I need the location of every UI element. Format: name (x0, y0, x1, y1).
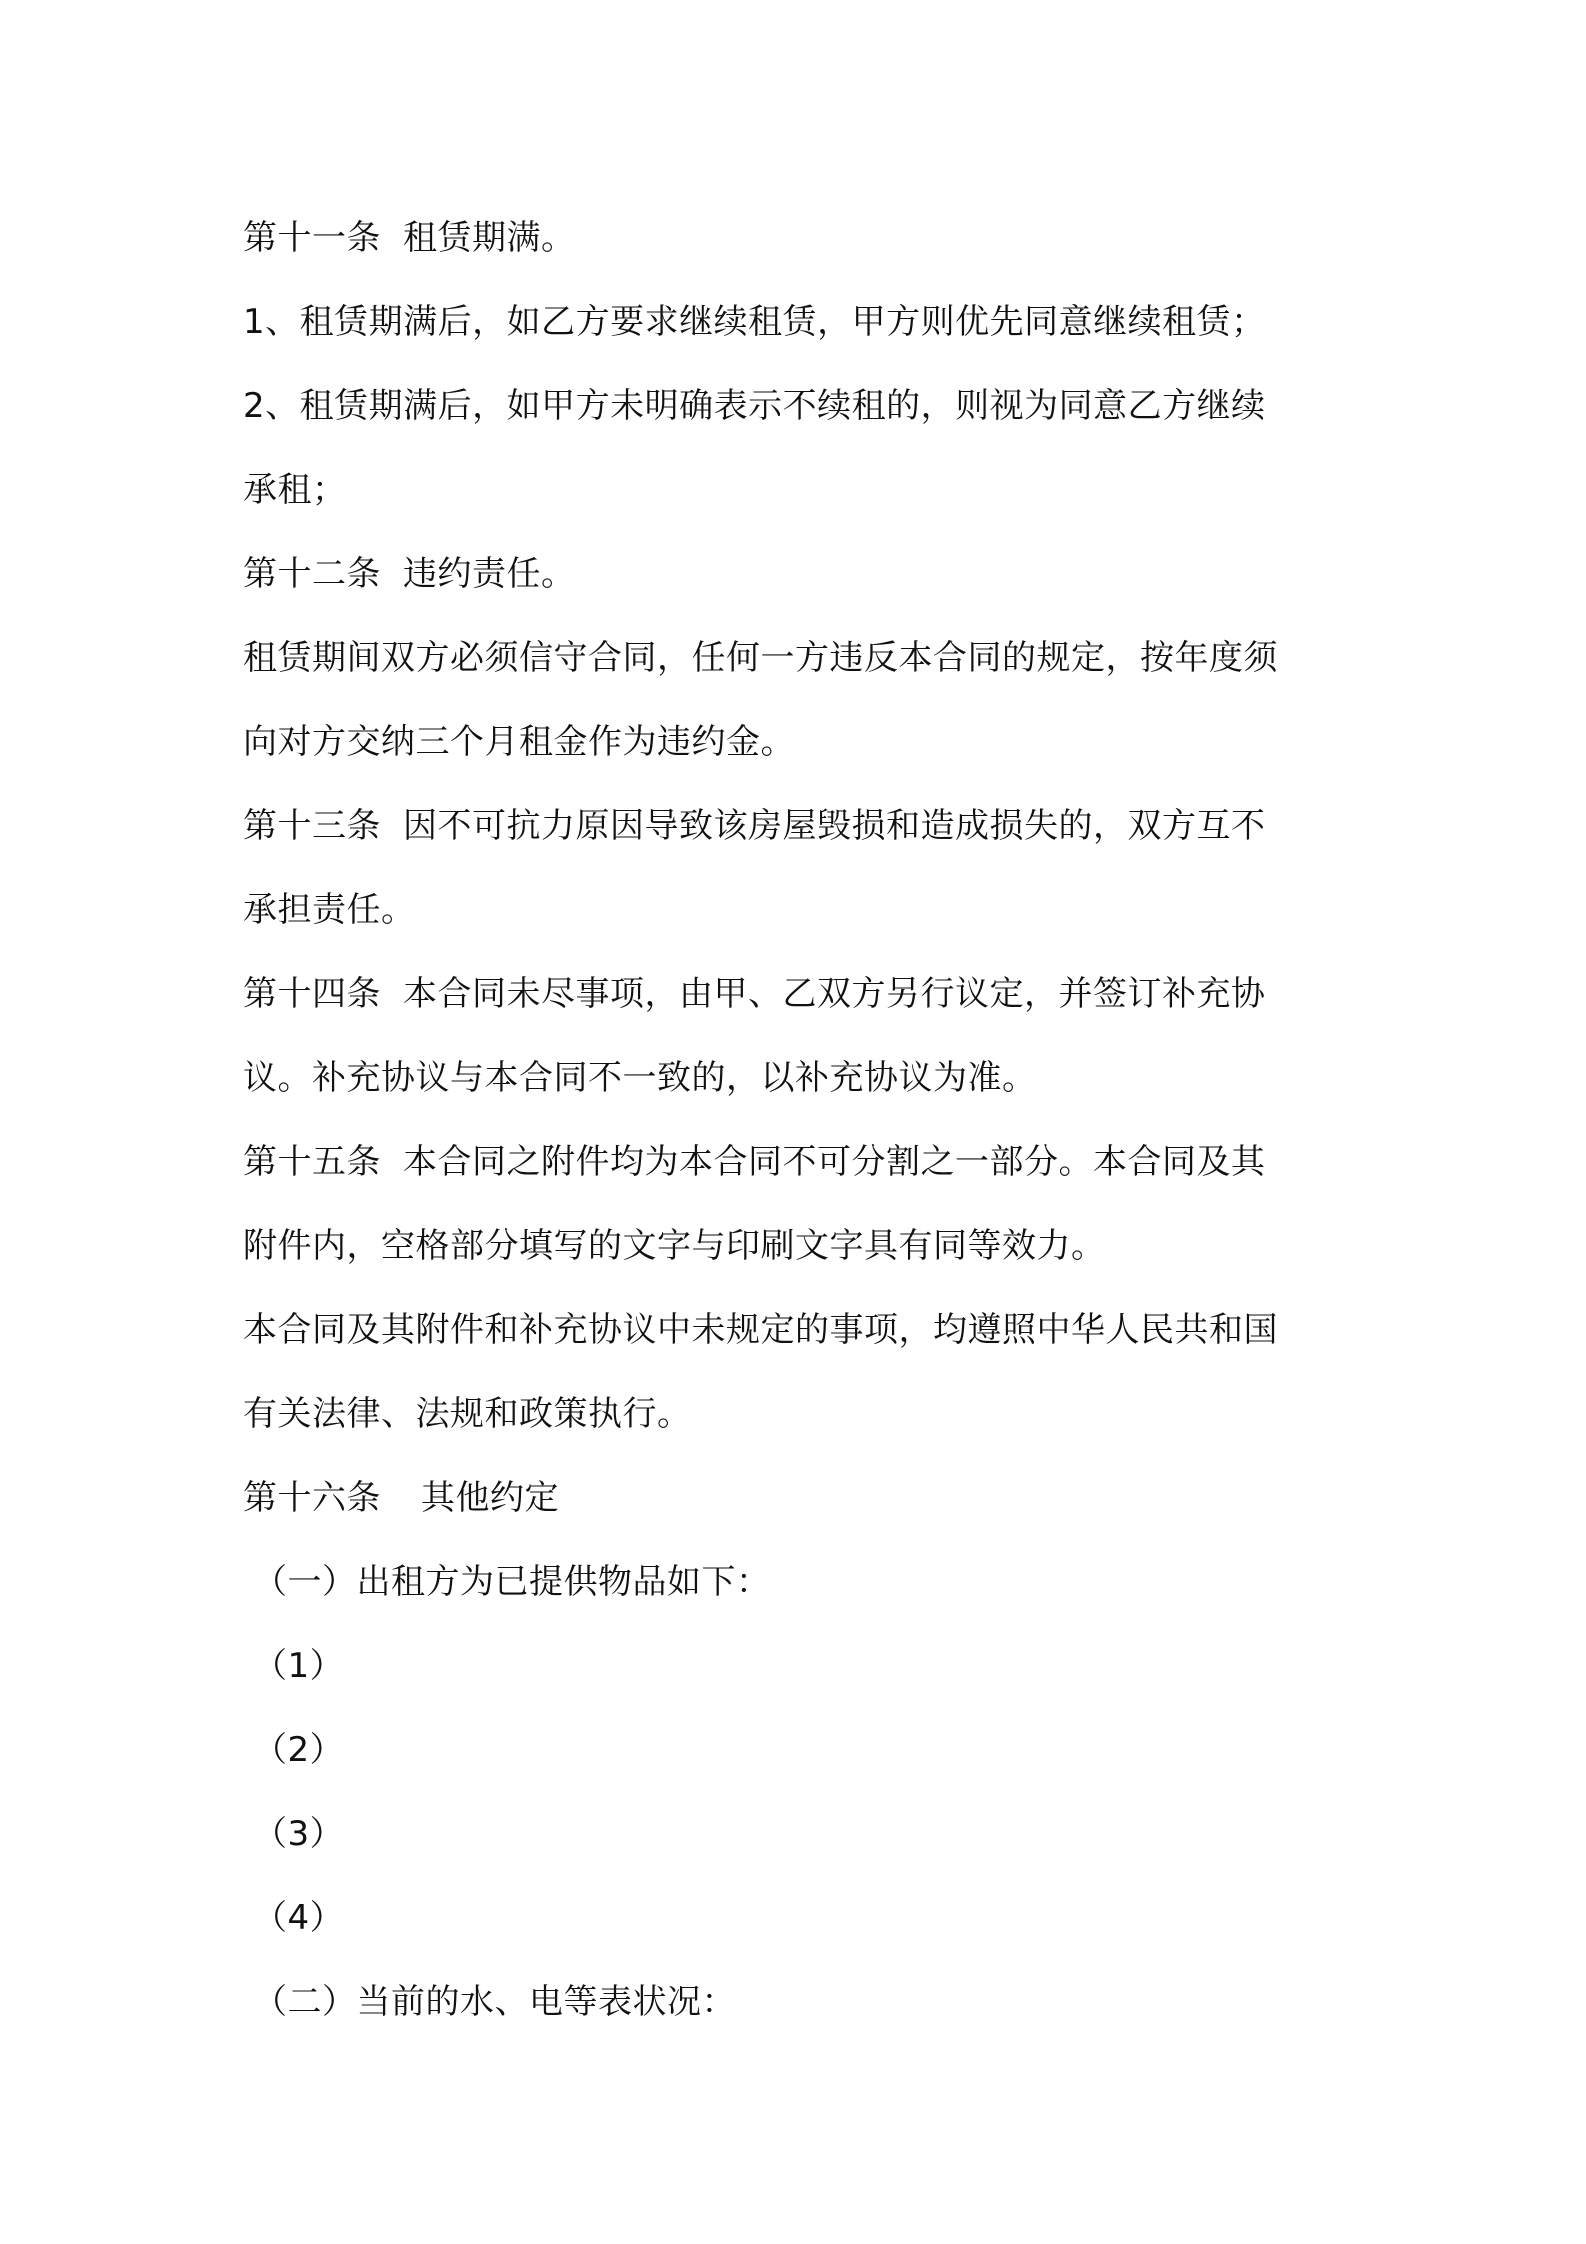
article-12-title: 第十二条 (243, 554, 381, 594)
article-11-heading-text: 租赁期满。 (403, 218, 576, 258)
article-11-item-2-line-1: 2、租赁期满后，如甲方未明确表示不续租的，则视为同意乙方继续 (243, 386, 1266, 426)
article-13-body-line-2: 承担责任。 (243, 890, 416, 930)
article-16-section-2: （二）当前的水、电等表状况： (253, 1982, 736, 2022)
article-14-body-line-2: 议。补充协议与本合同不一致的，以补充协议为准。 (243, 1058, 1037, 1098)
article-11-item-1: 1、租赁期满后，如乙方要求继续租赁，甲方则优先同意继续租赁； (243, 302, 1266, 342)
article-16-heading-text: 其他约定 (421, 1478, 559, 1518)
article-16-title: 第十六条 (243, 1478, 381, 1518)
article-14-line-1 (243, 952, 1361, 1036)
article-15-body-line-3: 本合同及其附件和补充协议中未规定的事项，均遵照中华人民共和国 (243, 1310, 1278, 1350)
article-15-body-line-4: 有关法律、法规和政策执行。 (243, 1394, 692, 1434)
article-16-heading (243, 1456, 1361, 1540)
article-11-item-2-line-2: 承租； (243, 470, 347, 510)
article-12-heading-text: 违约责任。 (403, 554, 576, 594)
article-15-body-line-1: 本合同之附件均为本合同不可分割之一部分。本合同及其 (403, 1142, 1266, 1182)
article-16-item-2: （2） (253, 1730, 345, 1770)
article-15-line-1 (243, 1120, 1361, 1204)
article-11-heading (243, 196, 1361, 280)
article-15-title: 第十五条 (243, 1142, 381, 1182)
article-12-body-line-2: 向对方交纳三个月租金作为违约金。 (243, 722, 795, 762)
article-11-title: 第十一条 (243, 218, 381, 258)
article-12-body-line-1: 租赁期间双方必须信守合同，任何一方违反本合同的规定，按年度须 (243, 638, 1278, 678)
article-15-body-line-2: 附件内，空格部分填写的文字与印刷文字具有同等效力。 (243, 1226, 1106, 1266)
article-14-title: 第十四条 (243, 974, 381, 1014)
article-16-item-3: （3） (253, 1814, 345, 1854)
article-16-item-4: （4） (253, 1898, 345, 1938)
article-13-line-1 (243, 784, 1361, 868)
article-13-title: 第十三条 (243, 806, 381, 846)
article-12-heading (243, 532, 1361, 616)
article-14-body-line-1: 本合同未尽事项，由甲、乙双方另行议定，并签订补充协 (403, 974, 1266, 1014)
article-16-item-1: （1） (253, 1646, 345, 1686)
article-16-section-1: （一）出租方为已提供物品如下： (253, 1562, 771, 1602)
article-13-body-line-1: 因不可抗力原因导致该房屋毁损和造成损失的，双方互不 (403, 806, 1266, 846)
document-page (243, 196, 1361, 2044)
